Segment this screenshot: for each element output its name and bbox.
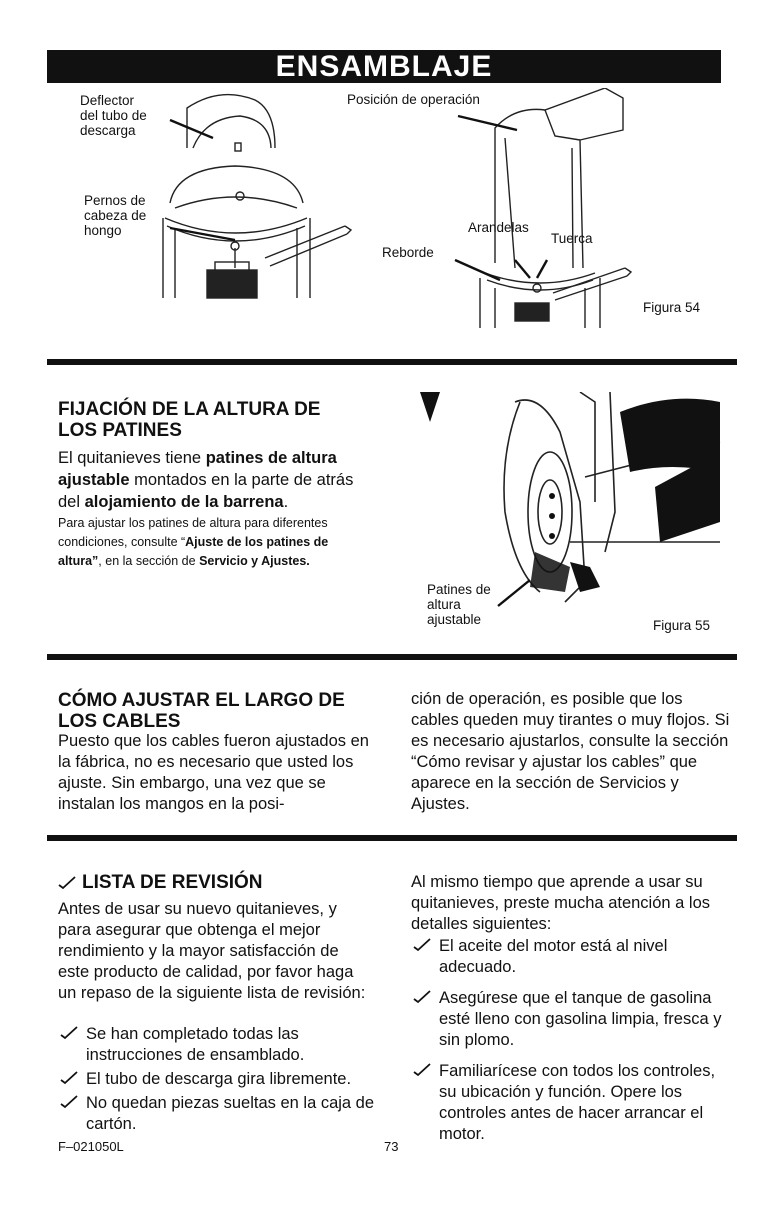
banner-title: ENSAMBLAJE: [275, 50, 493, 83]
divider: [47, 835, 737, 841]
label-deflector: Deflector del tubo de descarga: [80, 93, 147, 138]
checkmark-icon: [58, 876, 76, 890]
list-item: El tubo de descarga gira libremente.: [58, 1069, 378, 1090]
list-item: Familiarícese con todos los controles, su ubicación y función. Opere los controles antes de hacer arrancar el motor.: [411, 1061, 731, 1145]
checkmark-icon: [413, 1063, 431, 1077]
label-patines: Patines de altura ajustable: [427, 582, 491, 627]
list-item: Asegúrese que el tanque de gasolina esté lleno con gasolina limpia, fresca y sin plomo.: [411, 988, 731, 1051]
figure-55-caption: Figura 55: [653, 618, 711, 633]
chute-illustration: [75, 88, 735, 338]
figure-54-caption: Figura 54: [643, 300, 701, 315]
checkmark-icon: [413, 990, 431, 1004]
label-posicion: Posición de operación: [347, 92, 480, 107]
checkmark-icon: [60, 1095, 78, 1109]
section-heading-patines: FIJACIÓN DE LA ALTURA DE LOS PATINES: [58, 399, 321, 441]
revision-intro: Antes de usar su nuevo quitanieves, y para asegurar que obtenga el mejor rendimiento y la mayor satisfacción de este producto de calidad, por favor haga un repaso de la siguiente lista de revisión:: [58, 900, 366, 1002]
divider: [47, 654, 737, 660]
page-number: 73: [384, 1139, 399, 1154]
checkmark-icon: [413, 938, 431, 952]
cables-paragraph-right: ción de operación, es posible que los cables queden muy tirantes o muy flojos. Si es necesario ajustarlos, consulte la sección “Cómo revisar y ajustar los cables” que aparece en la sección de Servicios y Ajustes.: [411, 690, 730, 813]
patines-note: Para ajustar los patines de altura para diferentes condiciones, consulte “Ajuste de los patines de altura”, en la sección de Servicio y Ajustes.: [58, 516, 329, 568]
section-banner: [47, 50, 721, 83]
label-reborde: Reborde: [382, 245, 434, 260]
revision-intro-right: Al mismo tiempo que aprende a usar su quitanieves, preste mucha atención a los detalles siguientes:: [411, 873, 711, 933]
label-arandelas: Arandelas: [468, 220, 529, 235]
divider: [47, 359, 737, 365]
section-heading-revision: LISTA DE REVISIÓN: [58, 872, 263, 893]
label-pernos: Pernos de cabeza de hongo: [84, 193, 147, 238]
list-item: El aceite del motor está al nivel adecuado.: [411, 936, 731, 978]
document-code: F–021050L: [58, 1139, 124, 1154]
list-item: Se han completado todas las instrucciones de ensamblado.: [58, 1024, 378, 1066]
checkmark-icon: [60, 1071, 78, 1085]
patines-paragraph: El quitanieves tiene patines de altura ajustable montados en la parte de atrás del alojamiento de la barrena.: [58, 449, 354, 511]
cables-paragraph-left: Puesto que los cables fueron ajustados en la fábrica, no es necesario que usted los ajuste. Sin embargo, una vez que se instalan los mangos en la posi-: [58, 732, 369, 813]
figure-54: [75, 88, 735, 338]
revision-list-right: [411, 936, 731, 1145]
list-item: No quedan piezas sueltas en la caja de cartón.: [58, 1093, 378, 1135]
revision-list-left: [58, 1024, 378, 1135]
label-tuerca: Tuerca: [551, 231, 593, 246]
section-heading-cables: CÓMO AJUSTAR EL LARGO DE LOS CABLES: [58, 690, 345, 732]
figure-55: [420, 392, 730, 642]
checkmark-icon: [60, 1026, 78, 1040]
